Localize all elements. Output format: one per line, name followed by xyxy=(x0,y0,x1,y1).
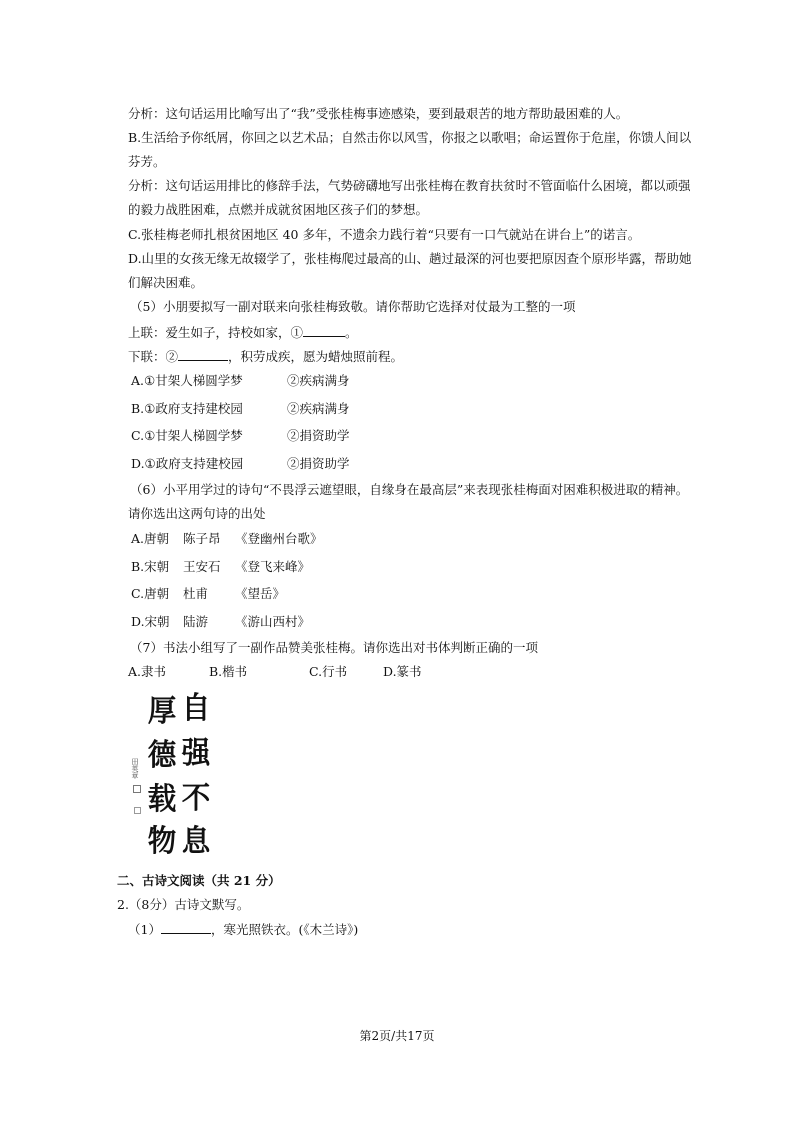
option-c-second: ②捐资助学 xyxy=(287,428,350,443)
couplet-upper-text: 上联：爱生如子，持校如家，① xyxy=(128,325,304,340)
option-d-author: 陆游 xyxy=(183,614,209,629)
option-d[interactable]: D.①政府支持建校园 xyxy=(131,456,244,471)
option-a[interactable]: A.唐朝 xyxy=(131,531,170,546)
couplet-lower xyxy=(128,348,403,365)
option-b[interactable]: B.①政府支持建校园 xyxy=(131,401,243,416)
section-title: 二、古诗文阅读（共 21 分） xyxy=(117,873,281,888)
option-c[interactable]: C.①甘架人梯圆学梦 xyxy=(131,428,243,443)
option-d[interactable]: D.篆书 xyxy=(383,664,422,679)
option-d-second: ②捐资助学 xyxy=(287,456,350,471)
signature-text: 田英章 xyxy=(131,758,139,779)
calligraphy-char: 德 xyxy=(147,738,177,773)
seal-stamp-icon xyxy=(133,785,141,793)
answer-blank[interactable] xyxy=(161,921,211,934)
option-c-author: 杜甫 xyxy=(183,586,209,601)
page-footer: 第2页/共17页 xyxy=(359,1029,435,1043)
option-a-title: 《登幽州台歌》 xyxy=(235,531,323,546)
couplet-lower-text: ，积劳成疾，愿为蜡烛照前程。 xyxy=(228,349,404,364)
text-line: 芬芳。 xyxy=(128,154,166,169)
option-c[interactable]: C.行书 xyxy=(309,664,348,679)
option-d-title: 《游山西村》 xyxy=(235,614,311,629)
option-c-title: 《望岳》 xyxy=(235,586,286,601)
option-b-second: ②疾病满身 xyxy=(287,401,350,416)
calligraphy-char: 载 xyxy=(147,782,177,817)
question-stem: （6）小平用学过的诗句“不畏浮云遮望眼，自缘身在最高层”来表现张桂梅面对困难积极进取的精神。 xyxy=(130,482,689,497)
text-line: B.生活给予你纸屑，你回之以艺术品；自然击你以风雪，你报之以歌唱；命运置你于危崖，你馈人间以 xyxy=(128,130,692,145)
option-d[interactable]: D.宋朝 xyxy=(131,614,170,629)
couplet-upper xyxy=(128,324,358,341)
fill-blank-line xyxy=(128,921,358,938)
calligraphy-signature xyxy=(131,758,143,814)
text-line: 分析：这句话运用排比的修辞手法，气势磅礴地写出张桂梅在教育扶贫时不管面临什么困境，都以顽强 xyxy=(128,178,691,193)
calligraphy-char: 物 xyxy=(147,824,177,859)
option-a[interactable]: A.①甘架人梯圆学梦 xyxy=(131,373,243,388)
question-stem-2: 请你选出这两句诗的出处 xyxy=(128,506,266,521)
calligraphy-char: 不 xyxy=(181,781,211,816)
option-a[interactable]: A.隶书 xyxy=(128,664,167,679)
text-line: 分析：这句话运用比喻写出了“我”受张桂梅事迹感染，要到最艰苦的地方帮助最困难的人。 xyxy=(128,106,629,121)
text-line: 的毅力战胜困难，点燃并成就贫困地区孩子们的梦想。 xyxy=(128,202,429,217)
option-b[interactable]: B.楷书 xyxy=(209,664,248,679)
text-line: C.张桂梅老师扎根贫困地区 40 多年，不遗余力践行着“只要有一口气就站在讲台上”的诺言。 xyxy=(128,227,641,242)
question-stem: 2.（8分）古诗文默写。 xyxy=(117,897,250,912)
question-stem: （7）书法小组写了一副作品赞美张桂梅。请你选出对书体判断正确的一项 xyxy=(130,640,538,655)
calligraphy-char: 自 xyxy=(181,691,211,726)
poem-text: ，寒光照铁衣。(《木兰诗》) xyxy=(210,922,359,937)
question-stem: （5）小朋要拟写一副对联来向张桂梅致敬。请你帮助它选择对仗最为工整的一项 xyxy=(130,299,576,314)
option-a-second: ②疾病满身 xyxy=(287,373,350,388)
calligraphy-char: 强 xyxy=(181,736,211,771)
answer-blank[interactable] xyxy=(303,324,345,337)
text-line: D.山里的女孩无缘无故辍学了，张桂梅爬过最高的山、趟过最深的河也要把原因查个原形毕露，帮助她 xyxy=(128,251,692,266)
couplet-upper-end: 。 xyxy=(345,325,358,340)
seal-stamp-icon xyxy=(134,807,141,814)
option-c[interactable]: C.唐朝 xyxy=(131,586,170,601)
answer-blank[interactable] xyxy=(178,348,228,361)
item-number: （1） xyxy=(128,922,161,937)
text-line: 们解决困难。 xyxy=(128,275,204,290)
option-b-author: 王安石 xyxy=(183,559,221,574)
couplet-lower-start: 下联：② xyxy=(128,349,179,364)
option-b[interactable]: B.宋朝 xyxy=(131,559,170,574)
option-b-title: 《登飞来峰》 xyxy=(235,559,311,574)
calligraphy-char: 息 xyxy=(181,824,211,859)
calligraphy-char: 厚 xyxy=(147,694,177,729)
option-a-author: 陈子昂 xyxy=(183,531,221,546)
